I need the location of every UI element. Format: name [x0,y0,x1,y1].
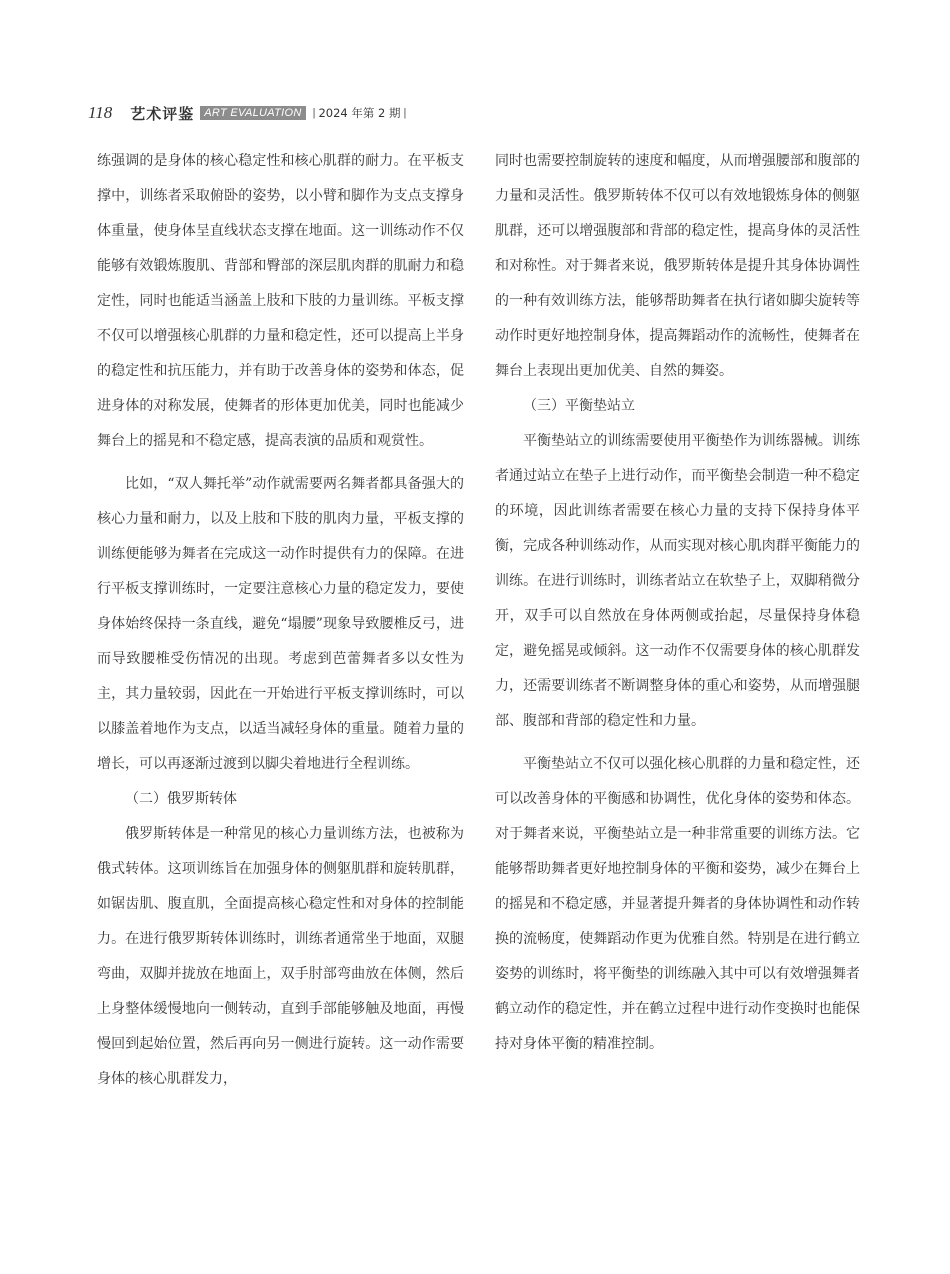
journal-name-en: ART EVALUATION [200,106,305,120]
paragraph: 比如，“双人舞托举”动作就需要两名舞者都具备强大的核心力量和耐力，以及上肢和下肢的肌肉力量，平板支撑的训练便能够为舞者在完成这一动作时提供有力的保障。在进行平板支撑训练时，一定要注意核心力量的稳定发力，要使身体始终保持一条直线，避免“塌腰”现象导致腰椎反弓，进而导致腰椎受伤情况的出现。考虑到芭蕾舞者多以女性为主，其力量较弱，因此在一开始进行平板支撑训练时，可以以膝盖着地作为支点，以适当减轻身体的重量。随着力量的增长，可以再逐渐过渡到以脚尖着地进行全程训练。 [97,476,464,772]
header-separator-left: | [312,107,316,119]
issue-label: 2024 年第 2 期 [318,106,401,120]
section-heading: （二）俄罗斯转体 [125,791,237,807]
paragraph: 同时也需要控制旋转的速度和幅度，从而增强腰部和腹部的力量和灵活性。俄罗斯转体不仅可以有效地锻炼身体的侧躯肌群，还可以增强腹部和背部的稳定性，提高身体的灵活性和对称性。对于舞者来说，俄罗斯转体是提升其身体协调性的一种有效训练方法，能够帮助舞者在执行诸如脚尖旋转等动作时更好地控制身体，提高舞蹈动作的流畅性，使舞者在舞台上表现出更加优美、自然的舞姿。 [495,153,860,379]
section-heading: （三）平衡垫站立 [523,398,635,414]
paragraph: 俄罗斯转体是一种常见的核心力量训练方法，也被称为俄式转体。这项训练旨在加强身体的侧躯肌群和旋转肌群，如锯齿肌、腹直肌，全面提高核心稳定性和对身体的控制能力。在进行俄罗斯转体训练时，训练者通常坐于地面，双腿弯曲，双脚并拢放在地面上，双手肘部弯曲放在体侧，然后上身整体缓慢地向一侧转动，直到手部能够触及地面，再慢慢回到起始位置，然后再向另一侧进行旋转。这一动作需要身体的核心肌群发力， [97,826,464,1087]
right-column [495,144,860,1062]
paragraph: 练强调的是身体的核心稳定性和核心肌群的耐力。在平板支撑中，训练者采取俯卧的姿势，以小臂和脚作为支点支撑身体重量，使身体呈直线状态支撑在地面。这一训练动作不仅能够有效锻炼腹肌、背部和臀部的深层肌肉群的肌耐力和稳定性，同时也能适当涵盖上肢和下肢的力量训练。平板支撑不仅可以增强核心肌群的力量和稳定性，还可以提高上半身的稳定性和抗压能力，并有助于改善身体的姿势和体态，促进身体的对称发展，使舞者的形体更加优美，同时也能减少舞台上的摇晃和不稳定感，提高表演的品质和观赏性。 [97,153,464,449]
left-column [97,144,464,1097]
journal-logo: 艺术评鉴 [130,104,195,123]
page-number: 118 [88,103,113,122]
paragraph: 平衡垫站立不仅可以强化核心肌群的力量和稳定性，还可以改善身体的平衡感和协调性，优化身体的姿势和体态。对于舞者来说，平衡垫站立是一种非常重要的训练方法。它能够帮助舞者更好地控制身体的平衡和姿势，减少在舞台上的摇晃和不稳定感，并显著提升舞者的身体协调性和动作转换的流畅度，使舞蹈动作更为优雅自然。特别是在进行鹤立姿势的训练时，将平衡垫的训练融入其中可以有效增强舞者鹤立动作的稳定性，并在鹤立过程中进行动作变换时也能保持对身体平衡的精准控制。 [495,756,860,1052]
page-header [88,100,409,126]
paragraph: 平衡垫站立的训练需要使用平衡垫作为训练器械。训练者通过站立在垫子上进行动作，而平衡垫会制造一种不稳定的环境，因此训练者需要在核心力量的支持下保持身体平衡，完成各种训练动作，从而实现对核心肌肉群平衡能力的训练。在进行训练时，训练者站立在软垫子上，双脚稍微分开，双手可以自然放在身体两侧或抬起，尽量保持身体稳定，避免摇晃或倾斜。这一动作不仅需要身体的核心肌群发力，还需要训练者不断调整身体的重心和姿势，从而增强腿部、腹部和背部的稳定性和力量。 [495,433,860,729]
header-separator-right: | [403,107,407,119]
